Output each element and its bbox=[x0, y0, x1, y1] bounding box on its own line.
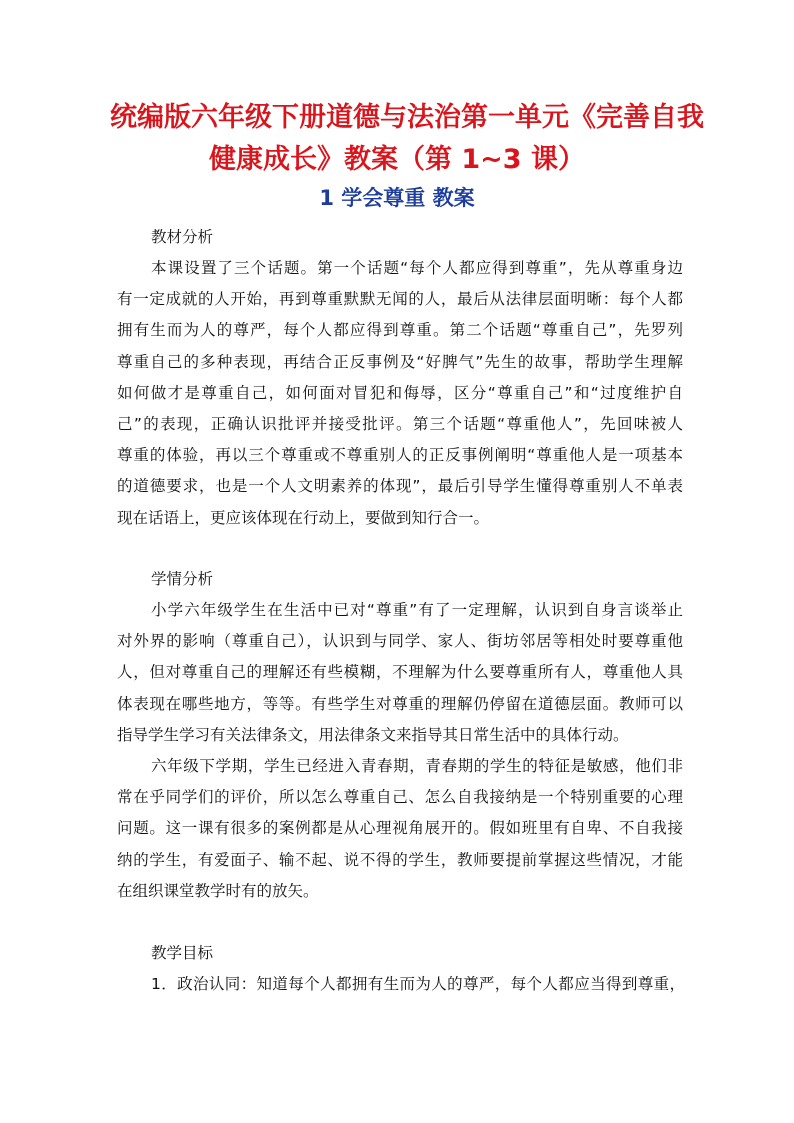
paragraph-line: 体表现在哪些地方，等等。有些学生对尊重的理解仍停留在道德层面。教师可以 bbox=[117, 694, 683, 713]
section-heading-textbook-analysis: 教材分析 bbox=[151, 228, 214, 246]
paragraph-line: 1．政治认同：知道每个人都拥有生而为人的尊严，每个人都应当得到尊重， bbox=[151, 975, 685, 993]
paragraph-line: 小学六年级学生在生活中已对“尊重”有了一定理解，认识到自身言谈举止 bbox=[151, 601, 683, 619]
paragraph-teaching-objectives bbox=[151, 969, 685, 1000]
paragraph-textbook-analysis bbox=[117, 253, 683, 534]
paragraph-student-analysis-1 bbox=[117, 595, 683, 751]
paragraph-line: 尊重自己的多种表现，再结合正反事例及“好脾气”先生的故事，帮助学生理解 bbox=[117, 352, 683, 371]
paragraph-line: 纳的学生，有爱面子、输不起、说不得的学生，教师要提前掌握这些情况，才能 bbox=[117, 850, 683, 869]
section-heading-student-analysis: 学情分析 bbox=[151, 570, 214, 588]
section-heading-teaching-objectives: 教学目标 bbox=[151, 944, 214, 962]
paragraph-student-analysis-2 bbox=[117, 751, 683, 907]
paragraph-line: 问题。这一课有很多的案例都是从心理视角展开的。假如班里有自卑、不自我接 bbox=[117, 819, 683, 838]
paragraph-line: 有一定成就的人开始，再到尊重默默无闻的人，最后从法律层面明晰：每个人都 bbox=[117, 290, 683, 309]
paragraph-line: 常在乎同学们的评价，所以怎么尊重自己、怎么自我接纳是一个特别重要的心理 bbox=[117, 788, 683, 807]
paragraph-line: 的道德要求，也是一个人文明素养的体现”，最后引导学生懂得尊重别人不单表 bbox=[117, 477, 683, 496]
paragraph-line: 对外界的影响（尊重自己），认识到与同学、家人、街坊邻居等相处时要尊重他 bbox=[117, 632, 683, 651]
paragraph-line: 拥有生而为人的尊严，每个人都应得到尊重。第二个话题“尊重自己”，先罗列 bbox=[117, 321, 683, 340]
paragraph-line: 指导学生学习有关法律条文，用法律条文来指导其日常生活中的具体行动。 bbox=[117, 725, 629, 744]
lesson-subtitle: 1 学会尊重 教案 bbox=[319, 186, 475, 210]
paragraph-line: 现在话语上，更应该体现在行动上，要做到知行合一。 bbox=[117, 508, 490, 527]
document-title-line-2: 健康成长》教案（第 1~3 课） bbox=[209, 144, 585, 175]
paragraph-line: 本课设置了三个话题。第一个话题“每个人都应得到尊重”，先从尊重身边 bbox=[151, 259, 683, 277]
paragraph-line: 如何做才是尊重自己，如何面对冒犯和侮辱，区分“尊重自己”和“过度维护自 bbox=[117, 383, 683, 402]
paragraph-line: 尊重的体验，再以三个尊重或不尊重别人的正反事例阐明“尊重他人是一项基本 bbox=[117, 446, 683, 465]
document-title-line-1: 统编版六年级下册道德与法治第一单元《完善自我 bbox=[110, 102, 704, 133]
paragraph-line: 在组织课堂教学时有的放矢。 bbox=[117, 881, 319, 900]
paragraph-line: 己”的表现，正确认识批评并接受批评。第三个话题“尊重他人”，先回味被人 bbox=[117, 414, 683, 433]
paragraph-line: 六年级下学期，学生已经进入青春期，青春期的学生的特征是敏感，他们非 bbox=[151, 757, 683, 775]
paragraph-line: 人，但对尊重自己的理解还有些模糊，不理解为什么要尊重所有人，尊重他人具 bbox=[117, 663, 683, 682]
